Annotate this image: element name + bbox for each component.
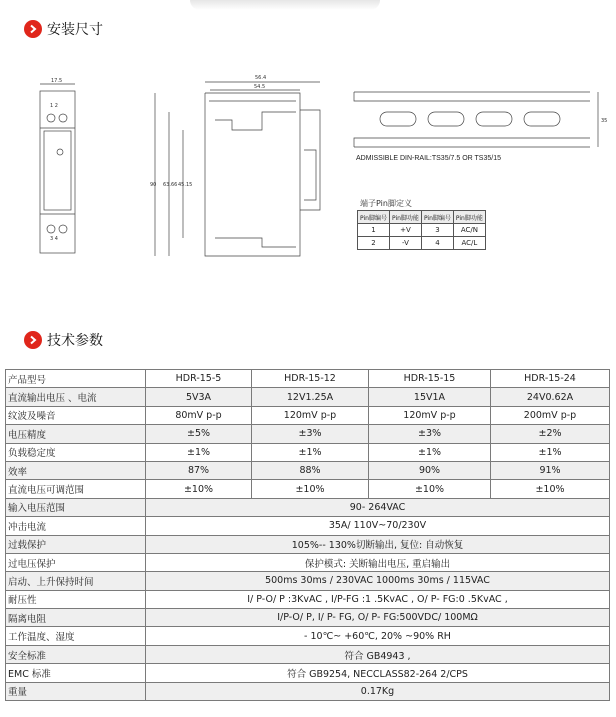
spec-row (6, 461, 610, 479)
spec-row (6, 664, 610, 682)
spec-label-cell: 输入电压范围 (6, 498, 146, 516)
pin-cell: -V (389, 237, 421, 250)
spec-value-cell: ±10% (369, 480, 491, 498)
din-rail-caption: ADMISSIBLE DIN-RAIL:TS35/7.5 OR TS35/15 (356, 155, 501, 162)
spec-value-cell: 0.17Kg (146, 682, 610, 700)
spec-value-cell: 105%-- 130%切断输出, 复位: 自动恢复 (146, 535, 610, 553)
spec-value-cell: ±5% (146, 425, 252, 443)
spec-value-cell: 120mV p-p (369, 406, 491, 424)
spec-label-cell: 产品型号 (6, 370, 146, 388)
pin-table-header (358, 211, 486, 224)
spec-value-cell: 80mV p-p (146, 406, 252, 424)
spec-value-cell: 24V0.62A (491, 388, 610, 406)
spec-label-cell: EMC 标准 (6, 664, 146, 682)
spec-label-cell: 过载保护 (6, 535, 146, 553)
spec-row (6, 443, 610, 461)
spec-row (6, 480, 610, 498)
spec-row (6, 517, 610, 535)
chevron-right-icon (24, 20, 42, 38)
pin-header-cell: Pin脚编号 (358, 211, 390, 224)
spec-value-cell: 35A/ 110V~70/230V (146, 517, 610, 535)
spec-value-cell: ±2% (491, 425, 610, 443)
spec-label-cell: 过电压保护 (6, 553, 146, 571)
spec-value-cell: 90% (369, 461, 491, 479)
spec-value-cell: HDR-15-5 (146, 370, 252, 388)
spec-value-cell: 120mV p-p (252, 406, 369, 424)
spec-label-cell: 直流输出电压 、电流 (6, 388, 146, 406)
spec-row (6, 406, 610, 424)
spec-row (6, 627, 610, 645)
spec-value-cell: - 10℃~ +60℃, 20% ~90% RH (146, 627, 610, 645)
chevron-right-icon (24, 331, 42, 349)
install-section-title: 安装尺寸 (47, 22, 103, 38)
spec-value-cell: 符合 GB9254, NECCLASS82-264 2/CPS (146, 664, 610, 682)
spec-row-model (6, 370, 610, 388)
pin-cell: 4 (421, 237, 453, 250)
spec-label-cell: 耐压性 (6, 590, 146, 608)
spec-value-cell: 88% (252, 461, 369, 479)
spec-row (6, 425, 610, 443)
spec-value-cell: 200mV p-p (491, 406, 610, 424)
spec-label-cell: 重量 (6, 682, 146, 700)
spec-section-heading (24, 330, 103, 350)
spec-value-cell: HDR-15-15 (369, 370, 491, 388)
pin-table (357, 210, 486, 250)
pin-cell: 3 (421, 224, 453, 237)
spec-value-cell: 符合 GB4943 , (146, 645, 610, 663)
spec-value-cell: ±1% (146, 443, 252, 461)
rail-height-label: 35 (601, 118, 608, 124)
pin-cell: 2 (358, 237, 390, 250)
spec-value-cell: 91% (491, 461, 610, 479)
spec-value-cell: ±10% (252, 480, 369, 498)
spec-label-cell: 电压精度 (6, 425, 146, 443)
spec-label-cell: 效率 (6, 461, 146, 479)
spec-label-cell: 纹波及噪音 (6, 406, 146, 424)
spec-label-cell: 负载稳定度 (6, 443, 146, 461)
height-label: 90 (150, 182, 157, 188)
spec-table (5, 369, 610, 701)
spec-section-title: 技术参数 (47, 333, 103, 349)
spec-value-cell: ±1% (369, 443, 491, 461)
pin-cell: 1 (358, 224, 390, 237)
spec-value-cell: HDR-15-12 (252, 370, 369, 388)
spec-row (6, 388, 610, 406)
pin-table-row (358, 224, 486, 237)
spec-label-cell: 启动、上升保持时间 (6, 572, 146, 590)
front-view-outline (40, 91, 75, 253)
spec-value-cell: I/ P-O/ P :3KvAC , I/P-FG :1 .5KvAC , O/ P- FG:0 .5KvAC , (146, 590, 610, 608)
spec-row (6, 498, 610, 516)
pin-table-row (358, 237, 486, 250)
spec-row (6, 645, 610, 663)
spec-label-cell: 工作温度、湿度 (6, 627, 146, 645)
spec-row (6, 535, 610, 553)
spec-value-cell: ±3% (369, 425, 491, 443)
pin-header-cell: Pin脚编号 (421, 211, 453, 224)
spec-label-cell: 安全标准 (6, 645, 146, 663)
pin-table-caption: 端子Pin脚定义 (360, 199, 412, 208)
spec-value-cell: 5V3A (146, 388, 252, 406)
inner-width-label: 54.5 (254, 84, 266, 90)
pin-cell: AC/N (453, 224, 485, 237)
outer-width-label: 56.4 (255, 75, 267, 81)
spec-row (6, 572, 610, 590)
spec-value-cell: HDR-15-24 (491, 370, 610, 388)
spec-label-cell: 隔离电阻 (6, 609, 146, 627)
spec-row (6, 609, 610, 627)
spec-label-cell: 直流电压可调范围 (6, 480, 146, 498)
top-pin-label: 1 2 (50, 103, 58, 109)
spec-value-cell: 12V1.25A (252, 388, 369, 406)
header-shadow (190, 0, 380, 10)
spec-label-cell: 冲击电流 (6, 517, 146, 535)
spec-value-cell: ±10% (491, 480, 610, 498)
spec-value-cell: ±3% (252, 425, 369, 443)
spec-value-cell: 90- 264VAC (146, 498, 610, 516)
mid-b-label: 45.15 (178, 182, 193, 188)
bottom-pin-label: 3 4 (50, 236, 58, 242)
pin-cell: AC/L (453, 237, 485, 250)
mid-a-label: 63.66 (163, 182, 178, 188)
spec-value-cell: 500ms 30ms / 230VAC 1000ms 30ms / 115VAC (146, 572, 610, 590)
spec-row (6, 590, 610, 608)
spec-row (6, 682, 610, 700)
spec-value-cell: ±1% (491, 443, 610, 461)
spec-value-cell: ±10% (146, 480, 252, 498)
install-section-heading (24, 19, 103, 39)
spec-value-cell: 15V1A (369, 388, 491, 406)
spec-value-cell: 保护模式: 关断输出电压, 重启输出 (146, 553, 610, 571)
front-width-label: 17.5 (51, 78, 63, 84)
pin-cell: +V (389, 224, 421, 237)
spec-value-cell: 87% (146, 461, 252, 479)
pin-header-cell: Pin脚功能 (389, 211, 421, 224)
spec-row (6, 553, 610, 571)
spec-value-cell: I/P-O/ P, I/ P- FG, O/ P- FG:500VDC/ 100MΩ (146, 609, 610, 627)
spec-value-cell: ±1% (252, 443, 369, 461)
pin-header-cell: Pin脚功能 (453, 211, 485, 224)
